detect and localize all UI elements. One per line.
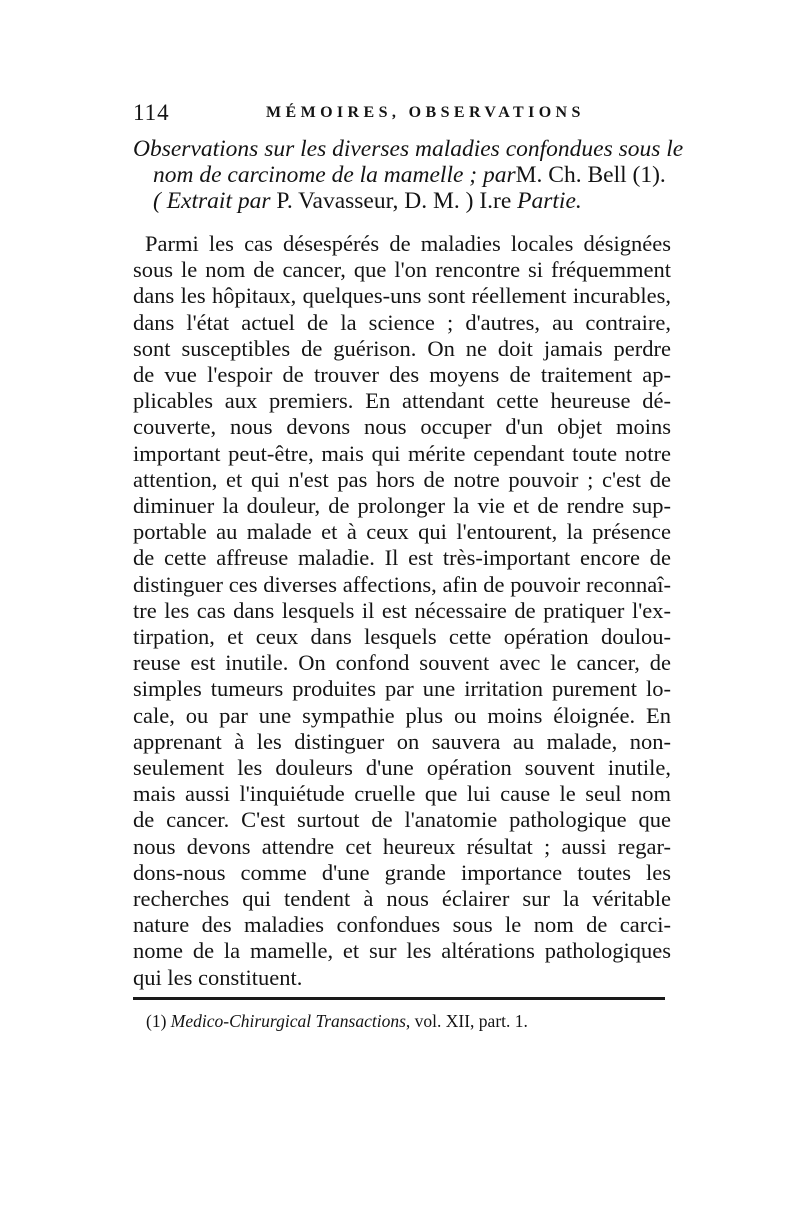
body-line: recherches qui tendent à nous éclairer sur la véritable bbox=[133, 886, 671, 912]
page-number: 114 bbox=[133, 100, 170, 125]
title-extractor: P. Vavasseur, D. M. ) I.re bbox=[276, 188, 512, 214]
body-line: dans l'état actuel de la science ; d'autres, au contraire, bbox=[133, 309, 671, 335]
body-line: dans les hôpitaux, quelques-uns sont réellement incurables, bbox=[133, 283, 671, 309]
title-line-1: Observations sur les diverses maladies confondues sous le bbox=[133, 136, 684, 162]
body-line: Parmi les cas désespérés de maladies locales désignées bbox=[145, 231, 671, 256]
body-line: nature des maladies confondues sous le nom de carci- bbox=[133, 912, 671, 938]
title-line-3 bbox=[133, 188, 678, 214]
body-line: tirpation, et ceux dans lesquels cette opération doulou- bbox=[133, 624, 671, 650]
body-line: portable au malade et à ceux qui l'entourent, la présence bbox=[133, 519, 671, 545]
body-line: distinguer ces diverses affections, afin de pouvoir reconnaî- bbox=[133, 571, 671, 597]
body-line: de vue l'espoir de trouver des moyens de traitement ap- bbox=[133, 362, 671, 388]
footnote-source: Medico-Chirurgical Transactions bbox=[170, 1011, 406, 1031]
body-line: reuse est inutile. On confond souvent avec le cancer, de bbox=[133, 650, 671, 676]
body-line: de cancer. C'est surtout de l'anatomie pathologique que bbox=[133, 807, 671, 833]
body-line: mais aussi l'inquiétude cruelle que lui cause le seul nom bbox=[133, 781, 671, 807]
body-line: de cette affreuse maladie. Il est très-important encore de bbox=[133, 545, 671, 571]
footnote-rule bbox=[133, 997, 665, 1000]
footnote bbox=[146, 1010, 666, 1032]
body-paragraph bbox=[133, 231, 671, 991]
body-line: cale, ou par une sympathie plus ou moins éloignée. En bbox=[133, 702, 671, 728]
body-line: tre les cas dans lesquels il est nécessaire de pratiquer l'ex- bbox=[133, 597, 671, 623]
title-line-3-text: ( Extrait par bbox=[153, 188, 271, 214]
body-line: diminuer la douleur, de prolonger la vie et de rendre sup- bbox=[133, 493, 671, 519]
body-line: attention, et qui n'est pas hors de notre pouvoir ; c'est de bbox=[133, 466, 671, 492]
body-line: apprenant à les distinguer on sauvera au malade, non- bbox=[133, 728, 671, 754]
body-line: nome de la mamelle, et sur les altérations pathologiques bbox=[133, 938, 671, 964]
running-title: MÉMOIRES, OBSERVATIONS bbox=[266, 104, 585, 121]
body-line: sont susceptibles de guérison. On ne doit jamais perdre bbox=[133, 335, 671, 361]
title-line-2-text: nom de carcinome de la mamelle ; par bbox=[153, 162, 516, 188]
body-line: couverte, nous devons nous occuper d'un objet moins bbox=[133, 414, 671, 440]
body-line: plicables aux premiers. En attendant cette heureuse dé- bbox=[133, 388, 671, 414]
title-author: M. Ch. Bell (1). bbox=[515, 162, 666, 188]
footnote-reference: , vol. XII, part. 1. bbox=[405, 1011, 528, 1031]
body-line: dons-nous comme d'une grande importance toutes les bbox=[133, 859, 671, 885]
title-part: Partie. bbox=[517, 188, 582, 214]
body-line: important peut-être, mais qui mérite cependant toute notre bbox=[133, 440, 671, 466]
body-line: nous devons attendre cet heureux résultat ; aussi regar- bbox=[133, 833, 671, 859]
running-head bbox=[133, 100, 673, 130]
body-line: simples tumeurs produites par une irritation purement lo- bbox=[133, 676, 671, 702]
title-line-2 bbox=[133, 162, 678, 188]
footnote-marker: (1) bbox=[146, 1011, 167, 1031]
body-line: seulement les douleurs d'une opération souvent inutile, bbox=[133, 755, 671, 781]
body-line: sous le nom de cancer, que l'on rencontre si fréquemment bbox=[133, 257, 671, 283]
body-line: qui les constituent. bbox=[133, 964, 303, 990]
article-title bbox=[133, 136, 684, 214]
